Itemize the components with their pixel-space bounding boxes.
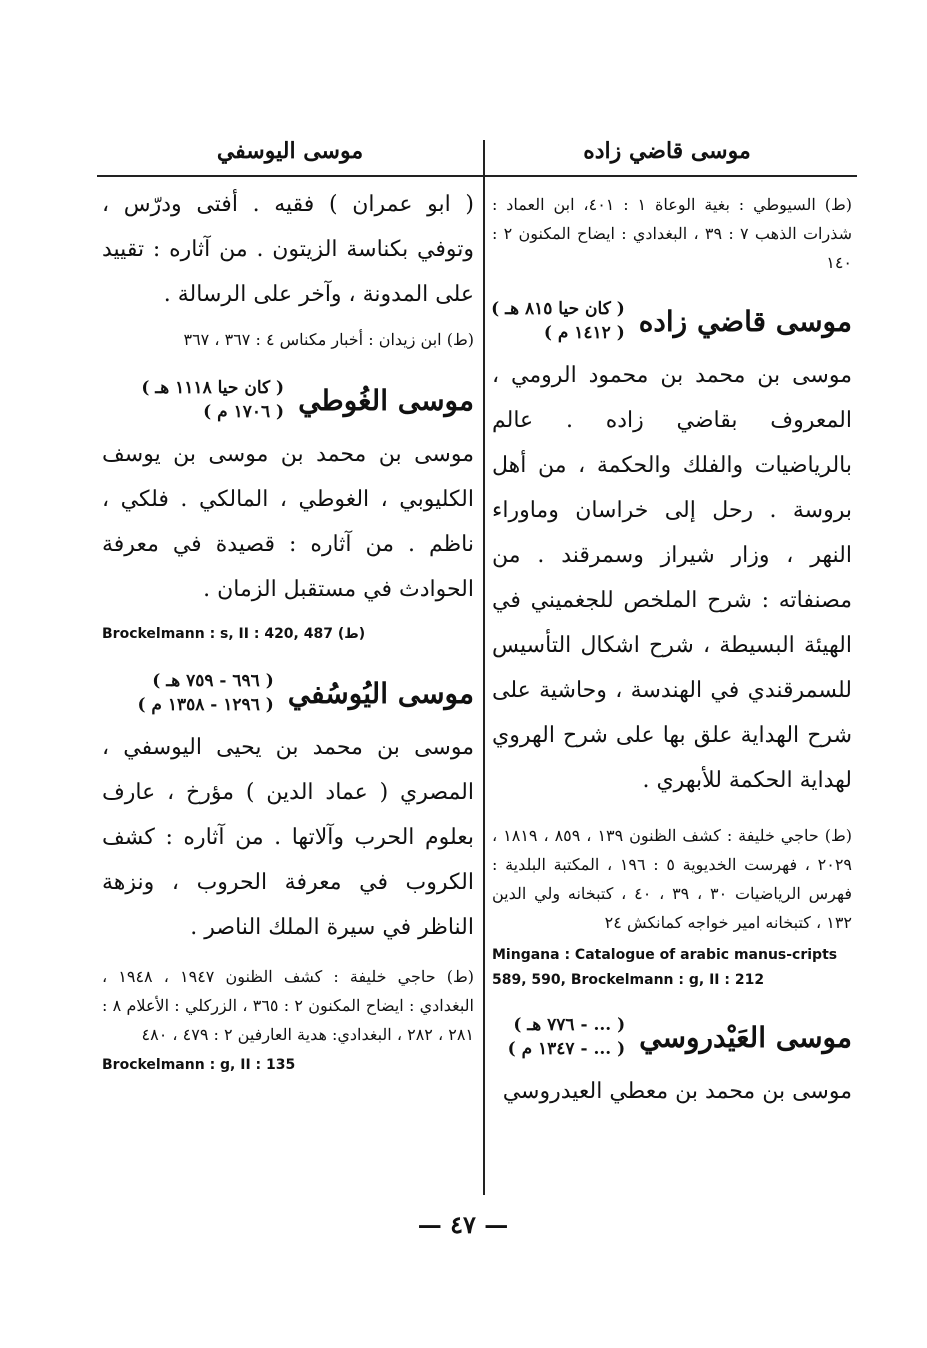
entry-date-hijri: ( كان حيا ٨١٥ هـ ) bbox=[491, 299, 625, 319]
entry-date-gregorian: ( ١٧٠٦ م ) bbox=[203, 402, 285, 422]
latin-reference: Mingana : Catalogue of arabic manus-cripts 589, 590, Brockelmann : g, II : 212 bbox=[492, 947, 838, 988]
entry-heading bbox=[102, 669, 474, 717]
entry-date-hijri: ( ... - ٧٧٦ هـ ) bbox=[513, 1015, 626, 1035]
entry-name: موسى العَيْدروسي bbox=[639, 1020, 852, 1054]
entry-date-hijri: ( ٦٩٦ - ٧٥٩ هـ ) bbox=[152, 671, 274, 691]
entry-name: موسى الغُوطي bbox=[298, 383, 474, 417]
entry-body: موسى بن محمد بن محمود الرومي ، المعروف بقاضي زاده . عالم بالرياضيات والفلك والحكمة ، من أهل بروسة . رحل إلى خراسان وماوراء النهر ، وزار شيراز وسمرقند . من مصنفاته : شرح الملخص للجغميني في الهيئة البسيطة ، شرح اشكال التأسيس للسمرقندي في الهندسة ، وحاشية على شرح الهداية علق بها على شرح الهروي لهداية الحكمة للأبهري . bbox=[492, 363, 852, 793]
entry-body: موسى بن محمد بن موسى بن يوسف الكليوبي ، الغوطي ، المالكي . فلكي ، ناظم . من آثاره : قصيدة في معرفة الحوادث في مستقبل الزمان . bbox=[102, 442, 475, 602]
entry-date-gregorian: ( ... - ١٣٤٧ م ) bbox=[507, 1039, 626, 1059]
entry-name: موسى اليُوسُفي bbox=[287, 676, 474, 710]
source-reference: (ط) السيوطي : بغية الوعاة ١ : ٤٠١، ابن العماد : شذرات الذهب ٧ : ٣٩ ، البغدادي : ايضاح المكنون ٢ : ١٤٠ bbox=[492, 195, 853, 272]
column-divider bbox=[483, 140, 485, 1195]
entry-body: موسى بن محمد بن يحيى اليوسفي ، المصري ( عماد الدين ) مؤرخ ، عارف بعلوم الحرب وآلاتها . من آثاره : كشف الكروب في معرفة الحروب ، ونزهة الناظر في سيرة الملك الناصر . bbox=[102, 735, 474, 940]
running-head-right: موسى قاضي زاده bbox=[583, 138, 751, 164]
latin-reference: Brockelmann : g, II : 135 bbox=[102, 1057, 296, 1073]
right-column bbox=[492, 182, 852, 1114]
entry-date-gregorian: ( ١٢٩٦ - ١٣٥٨ م ) bbox=[137, 695, 274, 715]
entry-date-gregorian: ( ١٤١٢ م ) bbox=[543, 323, 625, 343]
entry-dates bbox=[491, 297, 625, 345]
header-rule bbox=[97, 175, 857, 177]
entry-dates bbox=[141, 376, 284, 424]
entry-heading bbox=[102, 376, 474, 424]
page-number: — ٤٧ — bbox=[417, 1210, 509, 1239]
left-column bbox=[102, 182, 474, 1092]
source-reference: (ط) ابن زيدان : أخبار مكناس ٤ : ٣٦٧ ، ٣٦٧ bbox=[183, 330, 474, 349]
entry-heading bbox=[492, 297, 852, 345]
source-reference: (ط) حاجي خليفة : كشف الظنون ١٣٩ ، ٨٥٩ ، ١٨١٩ ، ٢٠٢٩ ، فهرست الخديوية ٥ : ١٩٦ ، المكتبة البلدية : فهرس الرياضيات ٣٠ ، ٣٩ ، ٤٠ ، كتبخانه ولي الدين ١٣٢ ، كتبخانه امير خواجه كمانكش ٢٤ bbox=[492, 826, 853, 932]
running-head-left: موسى اليوسفي bbox=[216, 138, 364, 164]
entry-heading bbox=[492, 1013, 852, 1061]
entry-name: موسى قاضي زاده bbox=[638, 304, 852, 338]
latin-reference: Brockelmann : s, II : 420, 487 (ط) bbox=[102, 626, 366, 642]
entry-body: ( ابو عمران ) فقيه . أفتى ودرّس ، وتوفي بكناسة الزيتون . من آثاره : تقييد على المدونة ، وآخر على الرسالة . bbox=[102, 192, 474, 307]
entry-date-hijri: ( كان حيا ١١١٨ هـ ) bbox=[141, 378, 285, 398]
source-reference: (ط) حاجي خليفة : كشف الظنون ١٩٤٧ ، ١٩٤٨ ، البغدادي : ايضاح المكنون ٢ : ٣٦٥ ، الزركلي : الأعلام ٨ : ٢٨١ ، ٢٨٢ ، البغدادي: هدية العارفين ٢ : ٤٧٩ ، ٤٨٠ bbox=[102, 967, 475, 1044]
entry-dates bbox=[508, 1013, 626, 1061]
entry-dates bbox=[137, 669, 273, 717]
entry-body: موسى بن محمد بن معطي العيدروسي bbox=[502, 1079, 852, 1104]
